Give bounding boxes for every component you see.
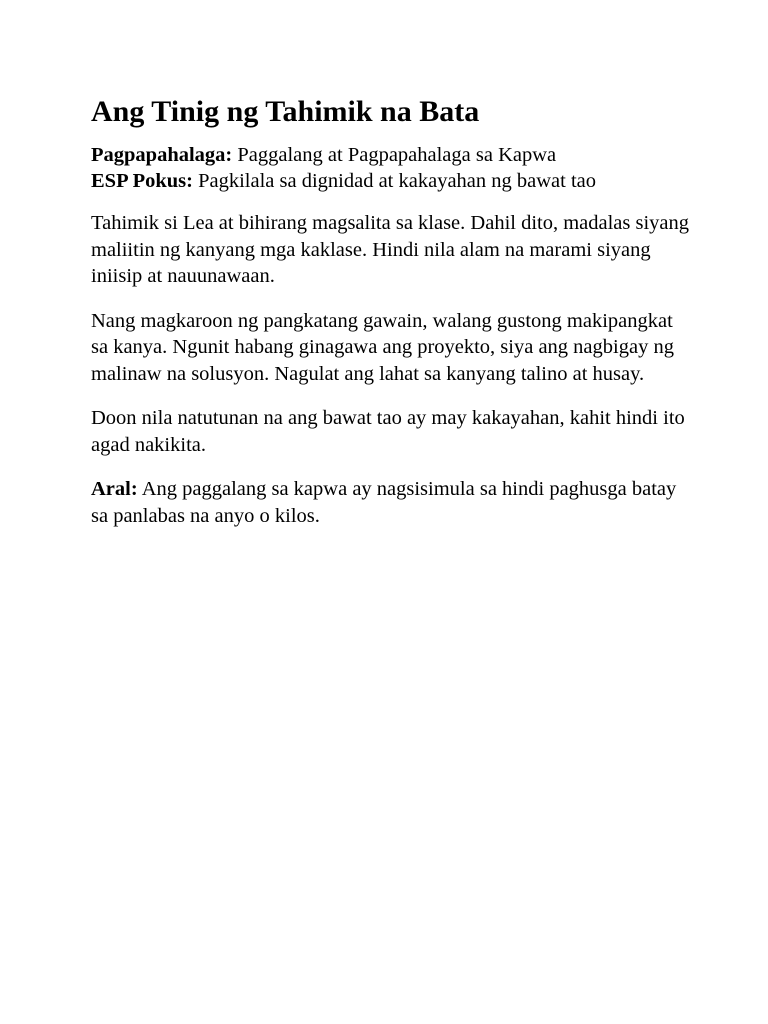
story-paragraph-1: Tahimik si Lea at bihirang magsalita sa klase. Dahil dito, madalas siyang maliitin ng kanyang mga kaklase. Hindi nila alam na marami siyang iniisip at nauunawaan. [91, 212, 690, 287]
story-metadata [91, 142, 691, 194]
focus-line [91, 168, 691, 194]
focus-label: ESP Pokus: [91, 170, 193, 192]
document-page [91, 92, 691, 547]
story-paragraph-2: Nang magkaroon ng pangkatang gawain, walang gustong makipangkat sa kanya. Ngunit habang ginagawa ang proyekto, siya ang nagbigay ng malinaw na solusyon. Nagulat ang lahat sa kanyang talino at husay. [91, 309, 674, 385]
lesson-label: Aral: [91, 478, 138, 500]
focus-text: Pagkilala sa dignidad at kakayahan ng bawat tao [198, 170, 597, 192]
story-paragraph-3: Doon nila natutunan na ang bawat tao ay may kakayahan, kahit hindi ito agad nakikita. [91, 407, 685, 456]
value-line [91, 142, 691, 168]
value-label: Pagpapahalaga: [91, 144, 233, 166]
value-text: Paggalang at Pagpapahalaga sa Kapwa [237, 144, 557, 166]
document-title: Ang Tinig ng Tahimik na Bata [91, 95, 480, 128]
lesson-paragraph [91, 476, 691, 529]
lesson-text: Ang paggalang sa kapwa ay nagsisimula sa hindi paghusga batay sa panlabas na anyo o kilos. [91, 478, 677, 527]
